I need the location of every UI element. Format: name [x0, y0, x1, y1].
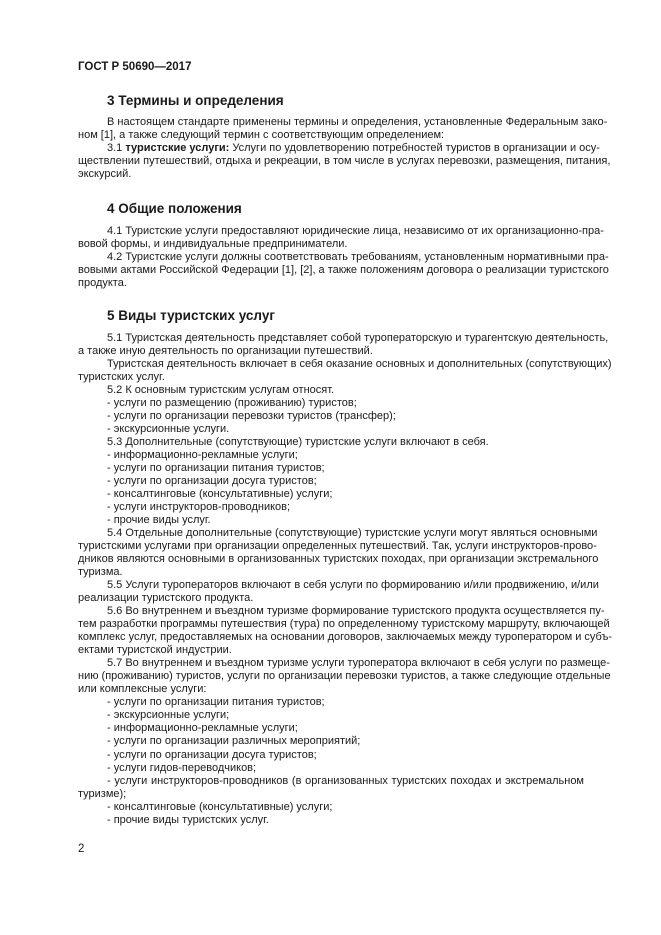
- paragraph: [78, 775, 584, 801]
- paragraph: [78, 514, 584, 527]
- text-line: тем разработки программы путешествия (тура) по определенному туристскому маршруту, включающей: [78, 618, 610, 631]
- paragraph: [78, 605, 613, 657]
- text-line: ном [1], а также следующий термин с соответствующим определением:: [78, 129, 445, 142]
- text-line: 5.3 Дополнительные (сопутствующие) туристские услуги включают в себя.: [107, 436, 489, 449]
- text-line: туристскими услугами при организации определенных путешествий. Так, услуги инструкторов-прово-: [78, 540, 597, 553]
- text-line: ществлении путешествий, отдыха и рекреации, в том числе в услугах перевозки, размещения, питания,: [78, 155, 611, 168]
- text-line: Туристская деятельность включает в себя оказание основных и дополнительных (сопутствующих): [107, 358, 612, 371]
- paragraph: [78, 397, 584, 410]
- text-line: комплекс услуг, предоставляемых на основании договоров, заключаемых между туроператором и субъ-: [78, 631, 613, 644]
- paragraph: [78, 762, 584, 775]
- paragraph: [78, 657, 611, 696]
- paragraph: [78, 488, 584, 501]
- paragraph: [78, 462, 584, 475]
- text-line: 5.1 Туристская деятельность представляет собой туроператорскую и турагентскую деятельность,: [107, 332, 609, 344]
- text-line: 5.7 Во внутреннем и въездном туризме услуги туроператора включают в себя услуги по размеще-: [107, 657, 610, 670]
- paragraph: [78, 358, 612, 384]
- term: туристские услуги:: [125, 142, 230, 155]
- text-line: - информационно-рекламные услуги;: [107, 449, 298, 462]
- text-line: туристских услуг.: [78, 371, 165, 384]
- paragraph: [78, 475, 584, 488]
- paragraph: [78, 142, 611, 181]
- text-line: - информационно-рекламные услуги;: [107, 722, 298, 735]
- paragraph: [78, 722, 584, 735]
- text-line: - услуги по организации досуга туристов;: [107, 748, 317, 761]
- text-line: а также иную деятельность по организации путешествий.: [78, 345, 373, 358]
- paragraph: [78, 527, 599, 579]
- section-body-5: [78, 332, 613, 827]
- text-line: дников являются основными в организованных туристских походах, при организации экстремального: [78, 553, 599, 566]
- paragraph: [78, 735, 584, 748]
- text-line: экскурсий.: [78, 168, 132, 181]
- text-line: вовыми актами Российской Федерации [1], [2], а также положениям договора о реализации туристского: [78, 264, 609, 277]
- text-line: - прочие виды туристских услуг.: [107, 813, 269, 826]
- paragraph: [78, 423, 584, 436]
- text-line: туризме);: [78, 787, 127, 800]
- paragraph: [78, 696, 584, 709]
- text-line: - услуги по организации питания туристов;: [107, 462, 325, 475]
- text-line: - экскурсионные услуги.: [107, 423, 230, 436]
- definition: Услуги по удовлетворению потребностей туристов в организации и осу-: [229, 142, 600, 155]
- text-line: ектами туристской индустрии.: [78, 644, 232, 657]
- section-body-3: [78, 116, 611, 181]
- text-line: В настоящем стандарте применены термины и определения, установленные Федеральным зако-: [107, 116, 608, 128]
- text-line: - услуги по организации досуга туристов;: [107, 475, 317, 488]
- text-line: - услуги гидов-переводчиков;: [107, 761, 257, 774]
- text-line: - консалтинговые (консультативные) услуги;: [107, 488, 333, 501]
- text-line: - услуги по организации различных мероприятий;: [107, 735, 361, 748]
- text-line: - услуги по организации перевозки туристов (трансфер);: [107, 410, 396, 423]
- paragraph: [78, 251, 609, 290]
- section-heading-4: 4 Общие положения: [107, 201, 242, 216]
- text-line: - услуги инструкторов-проводников (в организованных туристских походах и экстремальном: [107, 774, 584, 787]
- paragraph: [78, 814, 584, 827]
- document-header: ГОСТ Р 50690—2017: [78, 61, 192, 73]
- text-line: реализации туристского продукта.: [78, 592, 254, 605]
- paragraph: [78, 449, 584, 462]
- text-line: 5.2 К основным туристским услугам относят.: [107, 384, 335, 397]
- text-line: 4.2 Туристские услуги должны соответствовать требованиям, установленным нормативными пра-: [107, 251, 609, 264]
- paragraph: [78, 436, 584, 449]
- text-line: 5.6 Во внутреннем и въездном туризме формирование туристского продукта осуществляется пу-: [107, 605, 605, 618]
- text-line: [78, 142, 600, 155]
- text-line: нию (проживанию) туристов, услуги по организации перевозки туристов, а также следующие отдельные: [78, 670, 611, 683]
- paragraph: [78, 225, 604, 251]
- clause-number: 3.1: [107, 142, 126, 155]
- text-line: или комплексные услуги:: [78, 683, 207, 696]
- text-line: - экскурсионные услуги;: [107, 709, 230, 722]
- section-heading-3: 3 Термины и определения: [107, 93, 284, 108]
- text-line: продукта.: [78, 277, 127, 290]
- paragraph: [78, 116, 608, 142]
- section-body-4: [78, 225, 609, 290]
- text-line: - услуги инструкторов-проводников;: [107, 501, 291, 514]
- text-line: туризма.: [78, 566, 123, 579]
- text-line: - прочие виды услуг.: [107, 514, 211, 527]
- paragraph: [78, 501, 584, 514]
- page-number: 2: [78, 843, 85, 855]
- paragraph: [78, 579, 599, 605]
- text-line: 4.1 Туристские услуги предоставляют юридические лица, независимо от их организационно-пра-: [107, 225, 604, 237]
- paragraph: [78, 332, 609, 358]
- paragraph: [78, 410, 584, 423]
- paragraph: [78, 801, 584, 814]
- text-line: - услуги по организации питания туристов;: [107, 696, 325, 709]
- section-heading-5: 5 Виды туристских услуг: [107, 308, 275, 323]
- text-line: 5.5 Услуги туроператоров включают в себя услуги по формированию и/или продвижению, и/или: [107, 579, 599, 592]
- text-line: - услуги по размещению (проживанию) туристов;: [107, 397, 357, 410]
- text-line: 5.4 Отдельные дополнительные (сопутствующие) туристские услуги могут являться основными: [107, 527, 598, 540]
- paragraph: [78, 709, 584, 722]
- text-line: - консалтинговые (консультативные) услуги;: [107, 800, 333, 813]
- text-line: вовой формы, и индивидуальные предприниматели.: [78, 238, 348, 251]
- paragraph: [78, 749, 584, 762]
- paragraph: [78, 384, 584, 397]
